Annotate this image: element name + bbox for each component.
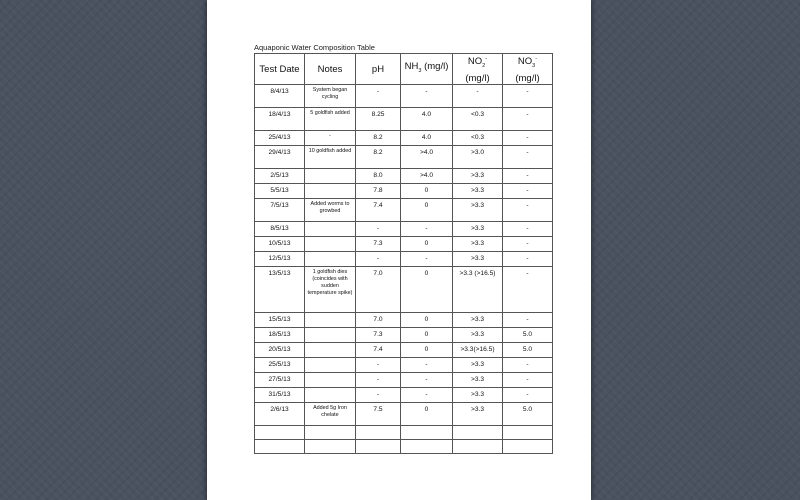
table-title: Aquaponic Water Composition Table <box>254 43 375 52</box>
cell-no2: >3.3 <box>453 313 503 328</box>
cell-nh3: 0 <box>401 343 453 358</box>
cell-no3: - <box>503 199 553 222</box>
cell-no2: >3.3 <box>453 328 503 343</box>
cell-nh3: - <box>401 373 453 388</box>
table-row <box>255 358 553 373</box>
cell-ph: 7.3 <box>356 237 401 252</box>
cell-ph: 7.8 <box>356 184 401 199</box>
cell-no3: - <box>503 237 553 252</box>
cell-notes <box>305 373 356 388</box>
cell-nh3 <box>401 426 453 440</box>
cell-nh3: - <box>401 388 453 403</box>
cell-date: 10/5/13 <box>255 237 305 252</box>
cell-date: 13/5/13 <box>255 267 305 313</box>
cell-date: 12/5/13 <box>255 252 305 267</box>
cell-notes <box>305 440 356 454</box>
cell-nh3: 0 <box>401 328 453 343</box>
cell-notes <box>305 426 356 440</box>
table-row-empty <box>255 440 553 454</box>
table-row <box>255 85 553 108</box>
table-row <box>255 343 553 358</box>
cell-no3: - <box>503 373 553 388</box>
table-row <box>255 108 553 131</box>
cell-no2: >3.3 <box>453 373 503 388</box>
cell-no2 <box>453 440 503 454</box>
cell-nh3: 0 <box>401 237 453 252</box>
cell-no2: >3.3 <box>453 222 503 237</box>
table-row <box>255 328 553 343</box>
cell-no2: >3.3 <box>453 184 503 199</box>
header-notes: Notes <box>305 54 356 85</box>
cell-no3: - <box>503 222 553 237</box>
cell-no3: - <box>503 267 553 313</box>
cell-nh3: 0 <box>401 403 453 426</box>
cell-nh3: 0 <box>401 184 453 199</box>
cell-ph: 7.4 <box>356 343 401 358</box>
cell-nh3: >4.0 <box>401 169 453 184</box>
cell-date: 15/5/13 <box>255 313 305 328</box>
table-row <box>255 199 553 222</box>
cell-no3: - <box>503 252 553 267</box>
table-row-empty <box>255 426 553 440</box>
cell-no3: - <box>503 85 553 108</box>
cell-no2: >3.0 <box>453 146 503 169</box>
cell-nh3: 0 <box>401 313 453 328</box>
cell-ph: 7.3 <box>356 328 401 343</box>
cell-date: 25/4/13 <box>255 131 305 146</box>
cell-date <box>255 440 305 454</box>
cell-no3: 5.0 <box>503 328 553 343</box>
cell-nh3: 0 <box>401 199 453 222</box>
table-row <box>255 388 553 403</box>
cell-ph: - <box>356 85 401 108</box>
document-page <box>207 0 591 500</box>
cell-date: 8/4/13 <box>255 85 305 108</box>
cell-no2 <box>453 426 503 440</box>
cell-notes <box>305 343 356 358</box>
cell-ph: 8.2 <box>356 131 401 146</box>
header-ph: pH <box>356 54 401 85</box>
cell-nh3: 4.0 <box>401 131 453 146</box>
cell-no3 <box>503 426 553 440</box>
cell-nh3: - <box>401 85 453 108</box>
cell-no2: >3.3(>16.5) <box>453 343 503 358</box>
table-row <box>255 237 553 252</box>
cell-ph <box>356 440 401 454</box>
cell-nh3: >4.0 <box>401 146 453 169</box>
cell-notes: 5 goldfish added <box>305 108 356 131</box>
cell-date: 29/4/13 <box>255 146 305 169</box>
table-row <box>255 373 553 388</box>
cell-date: 25/5/13 <box>255 358 305 373</box>
header-no2: $NO_2^-$ (mg/l) <box>453 54 503 85</box>
cell-no3: 5.0 <box>503 403 553 426</box>
cell-no3: - <box>503 108 553 131</box>
cell-no3: - <box>503 131 553 146</box>
cell-ph: - <box>356 373 401 388</box>
cell-ph: 8.0 <box>356 169 401 184</box>
cell-date: 18/5/13 <box>255 328 305 343</box>
cell-no2: >3.3 <box>453 169 503 184</box>
cell-notes: Added 5g Iron chelate <box>305 403 356 426</box>
cell-notes <box>305 222 356 237</box>
table-row <box>255 252 553 267</box>
cell-ph: - <box>356 388 401 403</box>
cell-date: 27/5/13 <box>255 373 305 388</box>
cell-notes <box>305 388 356 403</box>
cell-nh3: 4.0 <box>401 108 453 131</box>
cell-date: 5/5/13 <box>255 184 305 199</box>
cell-notes <box>305 358 356 373</box>
cell-ph: - <box>356 252 401 267</box>
cell-ph: 8.25 <box>356 108 401 131</box>
cell-ph: 8.2 <box>356 146 401 169</box>
cell-notes <box>305 313 356 328</box>
cell-date: 2/6/13 <box>255 403 305 426</box>
cell-ph: - <box>356 358 401 373</box>
cell-no2: >3.3 <box>453 252 503 267</box>
cell-ph: 7.0 <box>356 313 401 328</box>
cell-no2: <0.3 <box>453 108 503 131</box>
cell-no3 <box>503 440 553 454</box>
header-no3: $NO_3^-$ (mg/l) <box>503 54 553 85</box>
cell-nh3 <box>401 440 453 454</box>
table-row <box>255 222 553 237</box>
cell-no2: >3.3 <box>453 403 503 426</box>
cell-no2: - <box>453 85 503 108</box>
header-test-date: Test Date <box>255 54 305 85</box>
cell-no2: >3.3 <box>453 388 503 403</box>
cell-date: 18/4/13 <box>255 108 305 131</box>
cell-no3: - <box>503 184 553 199</box>
cell-notes <box>305 169 356 184</box>
cell-notes: Added worms to growbed <box>305 199 356 222</box>
cell-notes <box>305 184 356 199</box>
cell-no2: >3.3 <box>453 237 503 252</box>
cell-date: 2/5/13 <box>255 169 305 184</box>
table-row <box>255 169 553 184</box>
table-row <box>255 403 553 426</box>
cell-no3: - <box>503 358 553 373</box>
cell-ph: 7.4 <box>356 199 401 222</box>
cell-ph <box>356 426 401 440</box>
cell-nh3: - <box>401 252 453 267</box>
header-nh3: $NH_3$ (mg/l) <box>401 54 453 85</box>
cell-no3: - <box>503 169 553 184</box>
cell-notes <box>305 237 356 252</box>
cell-no3: - <box>503 313 553 328</box>
cell-date <box>255 426 305 440</box>
cell-no2: >3.3 <box>453 358 503 373</box>
cell-date: 8/5/13 <box>255 222 305 237</box>
cell-no3: - <box>503 146 553 169</box>
cell-no3: 5.0 <box>503 343 553 358</box>
cell-ph: - <box>356 222 401 237</box>
table-row <box>255 146 553 169</box>
cell-notes <box>305 252 356 267</box>
cell-nh3: 0 <box>401 267 453 313</box>
cell-ph: 7.0 <box>356 267 401 313</box>
cell-notes: System began cycling <box>305 85 356 108</box>
water-composition-table <box>254 53 553 454</box>
cell-ph: 7.5 <box>356 403 401 426</box>
cell-notes: 10 goldfish added <box>305 146 356 169</box>
cell-notes: - <box>305 131 356 146</box>
cell-no2: >3.3 (>16.5) <box>453 267 503 313</box>
cell-date: 31/5/13 <box>255 388 305 403</box>
table-row <box>255 131 553 146</box>
cell-no2: <0.3 <box>453 131 503 146</box>
cell-no2: >3.3 <box>453 199 503 222</box>
header-row <box>255 54 553 85</box>
cell-notes <box>305 328 356 343</box>
table-row <box>255 267 553 313</box>
table-row <box>255 313 553 328</box>
table-row <box>255 184 553 199</box>
cell-date: 7/5/13 <box>255 199 305 222</box>
cell-date: 20/5/13 <box>255 343 305 358</box>
cell-no3: - <box>503 388 553 403</box>
cell-notes: 1 goldfish dies (coincides with sudden temperature spike) <box>305 267 356 313</box>
cell-nh3: - <box>401 222 453 237</box>
cell-nh3: - <box>401 358 453 373</box>
